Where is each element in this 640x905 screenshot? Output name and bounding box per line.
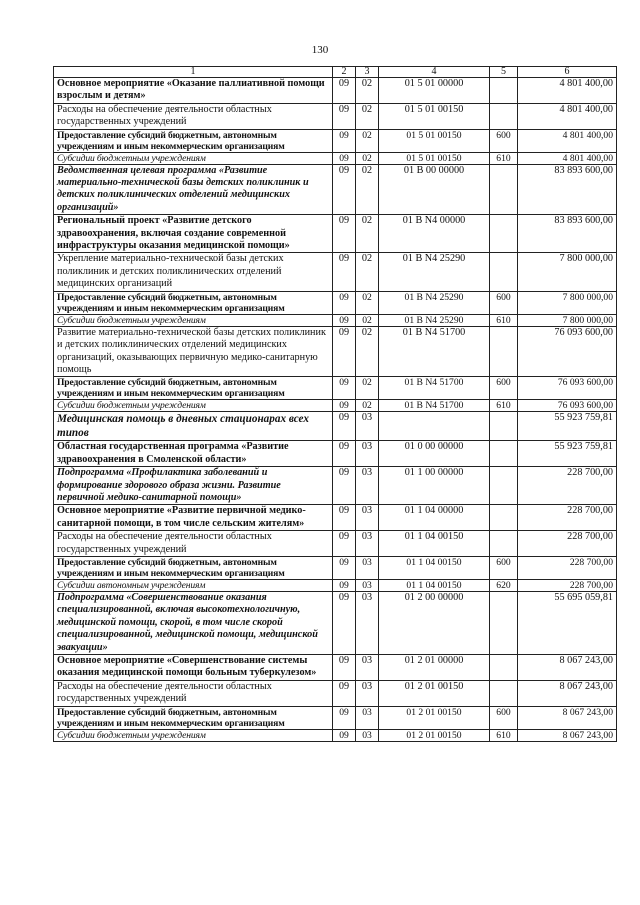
row-section-cell: 09 [333, 655, 356, 681]
row-section-cell: 09 [333, 78, 356, 104]
row-amount-cell: 228 700,00 [518, 556, 617, 579]
row-subsection-cell: 02 [356, 326, 379, 377]
row-amount-cell: 8 067 243,00 [518, 680, 617, 706]
row-name-cell: Подпрограмма «Совершенствование оказания специализированной, включая высокотехнологичную, медицинской помощи, скорой, в том числе скорой специализированной, медицинской помощи, медицинской эвакуации» [54, 591, 333, 654]
header-col-5: 5 [490, 67, 518, 78]
table-row [54, 680, 617, 706]
row-target-article-cell: 01 0 00 00000 [379, 441, 490, 467]
row-subsection-cell: 02 [356, 400, 379, 412]
row-subsection-cell: 02 [356, 377, 379, 400]
table-row [54, 579, 617, 591]
row-section-cell: 09 [333, 441, 356, 467]
row-expense-type-cell: 600 [490, 291, 518, 314]
header-col-2: 2 [333, 67, 356, 78]
row-section-cell: 09 [333, 103, 356, 129]
row-target-article-cell: 01 2 01 00000 [379, 655, 490, 681]
row-name-cell: Предоставление субсидий бюджетным, автономным учреждениям и иным некоммерческим организациям [54, 377, 333, 400]
row-expense-type-cell [490, 531, 518, 557]
row-name-cell: Ведомственная целевая программа «Развитие материально-технической базы детских поликлиник и детских поликлинических отделений медицинских организаций» [54, 164, 333, 215]
row-amount-cell: 83 893 600,00 [518, 215, 617, 253]
row-amount-cell: 8 067 243,00 [518, 655, 617, 681]
row-target-article-cell: 01 1 00 00000 [379, 467, 490, 505]
row-expense-type-cell [490, 467, 518, 505]
row-subsection-cell: 03 [356, 680, 379, 706]
row-target-article-cell: 01 В N4 25290 [379, 314, 490, 326]
table-row [54, 326, 617, 377]
row-expense-type-cell [490, 103, 518, 129]
row-section-cell: 09 [333, 706, 356, 729]
row-name-cell: Развитие материально-технической базы детских поликлиник и детских поликлинических отделений медицинских организаций, оказывающих первичную медико-санитарную помощь [54, 326, 333, 377]
row-expense-type-cell [490, 505, 518, 531]
table-row [54, 164, 617, 215]
row-amount-cell: 55 923 759,81 [518, 441, 617, 467]
row-amount-cell: 8 067 243,00 [518, 706, 617, 729]
row-section-cell: 09 [333, 729, 356, 741]
row-target-article-cell: 01 1 04 00150 [379, 556, 490, 579]
row-subsection-cell: 03 [356, 531, 379, 557]
row-name-cell: Предоставление субсидий бюджетным, автономным учреждениям и иным некоммерческим организациям [54, 291, 333, 314]
row-expense-type-cell: 600 [490, 377, 518, 400]
row-name-cell: Укрепление материально-технической базы детских поликлиник и детских поликлинических отделений медицинских организаций [54, 253, 333, 291]
row-expense-type-cell: 610 [490, 729, 518, 741]
row-expense-type-cell: 610 [490, 314, 518, 326]
table-row [54, 152, 617, 164]
row-section-cell: 09 [333, 556, 356, 579]
row-name-cell: Основное мероприятие «Оказание паллиативной помощи взрослым и детям» [54, 78, 333, 104]
table-row [54, 253, 617, 291]
row-target-article-cell: 01 2 01 00150 [379, 706, 490, 729]
row-target-article-cell: 01 В N4 00000 [379, 215, 490, 253]
row-expense-type-cell: 600 [490, 556, 518, 579]
row-subsection-cell: 02 [356, 103, 379, 129]
table-row [54, 655, 617, 681]
header-col-1: 1 [54, 67, 333, 78]
row-subsection-cell: 03 [356, 505, 379, 531]
row-amount-cell: 7 800 000,00 [518, 314, 617, 326]
row-expense-type-cell [490, 215, 518, 253]
row-target-article-cell: 01 1 04 00150 [379, 579, 490, 591]
row-section-cell: 09 [333, 591, 356, 654]
table-row [54, 78, 617, 104]
row-target-article-cell: 01 1 04 00150 [379, 531, 490, 557]
row-amount-cell: 76 093 600,00 [518, 400, 617, 412]
row-name-cell: Предоставление субсидий бюджетным, автономным учреждениям и иным некоммерческим организациям [54, 129, 333, 152]
row-name-cell: Областная государственная программа «Развитие здравоохранения в Смоленской области» [54, 441, 333, 467]
row-target-article-cell: 01 В N4 51700 [379, 326, 490, 377]
table-header-row [54, 67, 617, 78]
row-expense-type-cell [490, 655, 518, 681]
row-target-article-cell: 01 5 01 00150 [379, 129, 490, 152]
table-row [54, 706, 617, 729]
row-subsection-cell: 03 [356, 412, 379, 441]
table-row [54, 291, 617, 314]
row-name-cell: Подпрограмма «Профилактика заболеваний и формирование здорового образа жизни. Развитие первичной медико-санитарной помощи» [54, 467, 333, 505]
table-row [54, 103, 617, 129]
row-name-cell: Региональный проект «Развитие детского здравоохранения, включая создание современной инфраструктуры оказания медицинской помощи» [54, 215, 333, 253]
row-amount-cell: 4 801 400,00 [518, 103, 617, 129]
row-section-cell: 09 [333, 579, 356, 591]
table-row [54, 400, 617, 412]
row-section-cell: 09 [333, 152, 356, 164]
table-row [54, 556, 617, 579]
table-row [54, 412, 617, 441]
row-amount-cell: 8 067 243,00 [518, 729, 617, 741]
row-subsection-cell: 03 [356, 729, 379, 741]
row-target-article-cell: 01 2 00 00000 [379, 591, 490, 654]
row-subsection-cell: 03 [356, 441, 379, 467]
row-expense-type-cell [490, 164, 518, 215]
row-expense-type-cell: 610 [490, 400, 518, 412]
row-subsection-cell: 03 [356, 655, 379, 681]
row-amount-cell: 4 801 400,00 [518, 78, 617, 104]
row-target-article-cell: 01 2 01 00150 [379, 680, 490, 706]
row-section-cell: 09 [333, 215, 356, 253]
row-amount-cell: 76 093 600,00 [518, 377, 617, 400]
row-name-cell: Субсидии бюджетным учреждениям [54, 152, 333, 164]
row-name-cell: Предоставление субсидий бюджетным, автономным учреждениям и иным некоммерческим организациям [54, 706, 333, 729]
row-section-cell: 09 [333, 377, 356, 400]
row-section-cell: 09 [333, 505, 356, 531]
row-section-cell: 09 [333, 531, 356, 557]
table-body [54, 78, 617, 742]
header-col-3: 3 [356, 67, 379, 78]
row-name-cell: Расходы на обеспечение деятельности областных государственных учреждений [54, 103, 333, 129]
row-target-article-cell: 01 5 01 00000 [379, 78, 490, 104]
row-amount-cell: 55 695 059,81 [518, 591, 617, 654]
row-amount-cell: 76 093 600,00 [518, 326, 617, 377]
row-subsection-cell: 03 [356, 467, 379, 505]
table-row [54, 129, 617, 152]
row-name-cell: Субсидии автономным учреждениям [54, 579, 333, 591]
row-expense-type-cell: 600 [490, 129, 518, 152]
row-name-cell: Субсидии бюджетным учреждениям [54, 729, 333, 741]
row-subsection-cell: 03 [356, 591, 379, 654]
row-amount-cell: 55 923 759,81 [518, 412, 617, 441]
budget-table [53, 66, 617, 742]
row-amount-cell: 4 801 400,00 [518, 129, 617, 152]
table-row [54, 441, 617, 467]
row-subsection-cell: 02 [356, 291, 379, 314]
row-subsection-cell: 02 [356, 314, 379, 326]
row-subsection-cell: 02 [356, 152, 379, 164]
row-target-article-cell: 01 В N4 25290 [379, 253, 490, 291]
row-subsection-cell: 03 [356, 556, 379, 579]
row-section-cell: 09 [333, 680, 356, 706]
row-amount-cell: 228 700,00 [518, 579, 617, 591]
row-amount-cell: 7 800 000,00 [518, 253, 617, 291]
row-subsection-cell: 03 [356, 579, 379, 591]
row-section-cell: 09 [333, 314, 356, 326]
row-target-article-cell [379, 412, 490, 441]
table-row [54, 215, 617, 253]
row-subsection-cell: 02 [356, 215, 379, 253]
row-amount-cell: 228 700,00 [518, 467, 617, 505]
row-section-cell: 09 [333, 400, 356, 412]
row-name-cell: Субсидии бюджетным учреждениям [54, 400, 333, 412]
row-name-cell: Расходы на обеспечение деятельности областных государственных учреждений [54, 680, 333, 706]
table-row [54, 377, 617, 400]
table-row [54, 729, 617, 741]
row-subsection-cell: 02 [356, 253, 379, 291]
row-name-cell: Предоставление субсидий бюджетным, автономным учреждениям и иным некоммерческим организациям [54, 556, 333, 579]
row-name-cell: Основное мероприятие «Совершенствование системы оказания медицинской помощи больным туберкулезом» [54, 655, 333, 681]
row-section-cell: 09 [333, 326, 356, 377]
row-expense-type-cell [490, 591, 518, 654]
row-expense-type-cell: 620 [490, 579, 518, 591]
row-target-article-cell: 01 В N4 51700 [379, 400, 490, 412]
row-section-cell: 09 [333, 412, 356, 441]
header-col-4: 4 [379, 67, 490, 78]
row-name-cell: Медицинская помощь в дневных стационарах всех типов [54, 412, 333, 441]
row-target-article-cell: 01 5 01 00150 [379, 103, 490, 129]
row-subsection-cell: 02 [356, 78, 379, 104]
row-expense-type-cell [490, 680, 518, 706]
row-section-cell: 09 [333, 129, 356, 152]
row-expense-type-cell: 610 [490, 152, 518, 164]
table-row [54, 531, 617, 557]
page-number: 130 [311, 44, 329, 56]
row-target-article-cell: 01 1 04 00000 [379, 505, 490, 531]
row-expense-type-cell [490, 441, 518, 467]
table-row [54, 314, 617, 326]
row-subsection-cell: 02 [356, 129, 379, 152]
row-name-cell: Основное мероприятие «Развитие первичной медико-санитарной помощи, в том числе сельским жителям» [54, 505, 333, 531]
row-expense-type-cell [490, 253, 518, 291]
row-target-article-cell: 01 В N4 51700 [379, 377, 490, 400]
row-amount-cell: 4 801 400,00 [518, 152, 617, 164]
row-subsection-cell: 02 [356, 164, 379, 215]
table-row [54, 505, 617, 531]
row-name-cell: Расходы на обеспечение деятельности областных государственных учреждений [54, 531, 333, 557]
row-section-cell: 09 [333, 253, 356, 291]
row-expense-type-cell: 600 [490, 706, 518, 729]
row-amount-cell: 228 700,00 [518, 505, 617, 531]
row-target-article-cell: 01 2 01 00150 [379, 729, 490, 741]
table-row [54, 467, 617, 505]
row-expense-type-cell [490, 412, 518, 441]
row-expense-type-cell [490, 78, 518, 104]
row-amount-cell: 228 700,00 [518, 531, 617, 557]
row-name-cell: Субсидии бюджетным учреждениям [54, 314, 333, 326]
row-amount-cell: 83 893 600,00 [518, 164, 617, 215]
row-amount-cell: 7 800 000,00 [518, 291, 617, 314]
row-section-cell: 09 [333, 164, 356, 215]
header-col-6: 6 [518, 67, 617, 78]
row-target-article-cell: 01 5 01 00150 [379, 152, 490, 164]
row-subsection-cell: 03 [356, 706, 379, 729]
row-expense-type-cell [490, 326, 518, 377]
row-target-article-cell: 01 В N4 25290 [379, 291, 490, 314]
row-section-cell: 09 [333, 467, 356, 505]
row-target-article-cell: 01 В 00 00000 [379, 164, 490, 215]
row-section-cell: 09 [333, 291, 356, 314]
table-row [54, 591, 617, 654]
